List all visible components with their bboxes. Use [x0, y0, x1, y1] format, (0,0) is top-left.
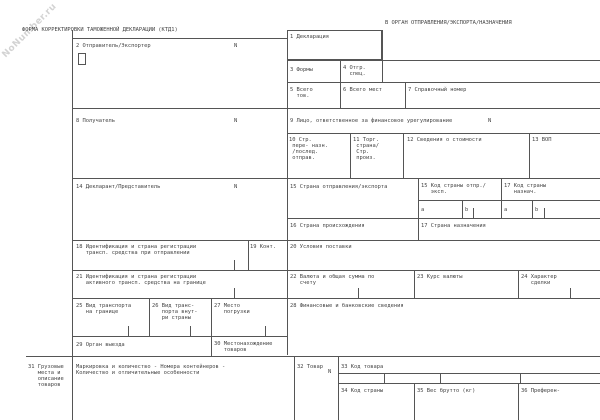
field-30-label: 30 Местонахождение товаров [214, 341, 273, 353]
line-31 [26, 356, 600, 357]
line-14 [72, 178, 600, 179]
field-35-label: 35 Вес брутто (кг) [417, 388, 476, 394]
line-25 [72, 298, 600, 299]
line-17av [501, 178, 502, 218]
field-15a-a: a [421, 207, 425, 213]
field-10-label: 10 Стр. пере- назн. /послед. отправ. [289, 137, 328, 161]
field-5-label: 5 Всего тов. [290, 87, 313, 99]
field-32-number: N [328, 369, 332, 375]
line-8 [72, 108, 600, 109]
line-26-tick [190, 326, 191, 336]
line-35v [414, 383, 415, 420]
field-17a-label: 17 Код страны назнач. [504, 183, 547, 195]
line-15a-b [473, 208, 474, 218]
recipient-org: В ОРГАН ОТПРАВЛЕНИЯ/ЭКСПОРТА/НАЗНАЧЕНИЯ [385, 20, 512, 26]
field-25-label: 25 Вид транспорта на границе [76, 303, 132, 315]
line-33-sub [338, 373, 600, 374]
field-28-label: 28 Финансовые и банковские сведения [290, 303, 404, 309]
line-18 [72, 240, 600, 241]
field-9-number: N [488, 118, 492, 124]
line-33-tick1 [384, 373, 385, 383]
field-9-label: 9 Лицо, ответственное за финансовое урегулирование [290, 118, 453, 124]
field-21-label: 21 Идентификация и страна регистрации активного трансп. средства на границе [76, 274, 206, 286]
field-29-label: 29 Орган выезда [76, 342, 125, 348]
line-31v [72, 356, 73, 420]
line-4v [382, 30, 383, 82]
line-15a-mid [462, 200, 463, 218]
field-2-checkbox[interactable] [78, 53, 86, 65]
field-32-label: 32 Товар [297, 364, 323, 370]
field-12-label: 12 Сведения о стоимости [407, 137, 482, 143]
field-2-label: 2 Отправитель/Экспортер [76, 43, 151, 49]
field-4-label: 4 Отгр. спец. [343, 65, 366, 77]
line-34 [338, 383, 600, 384]
field-7-label: 7 Справочный номер [408, 87, 467, 93]
line-3 [287, 60, 600, 61]
line-5 [287, 82, 600, 83]
line-25-tick [128, 326, 129, 336]
field-15-label: 15 Страна отправления/экспорта [290, 184, 388, 190]
field-14-label: 14 Декларант/Представитель [76, 184, 161, 190]
field-15a-b: b [465, 207, 469, 213]
field-8-label: 8 Получатель [76, 118, 115, 124]
field-20-label: 20 Условия поставки [290, 244, 352, 250]
field-17a-b: b [535, 207, 539, 213]
line-27v [211, 298, 212, 336]
field-36-label: 36 Преферен- [521, 388, 560, 394]
line-24-tick [570, 288, 571, 298]
divider-main [287, 30, 288, 355]
field-3-label: 3 Формы [290, 67, 313, 73]
field-18-label: 18 Идентификация и страна регистрации трансп. средства при отправлении [76, 244, 197, 256]
line-7v [405, 82, 406, 108]
line-21-tick [234, 288, 235, 298]
field-31-text: Маркировка и количество - Номера контейнеров - Количество и отличительные особенности [76, 364, 226, 376]
field-34-label: 34 Код страны [341, 388, 384, 394]
line-16 [287, 218, 600, 219]
field-14-number: N [234, 184, 238, 190]
field-19-label: 19 Конт. [250, 244, 276, 250]
line-15av [418, 178, 419, 240]
line-27-tick [265, 326, 266, 336]
line-19v [248, 240, 249, 270]
line-30v [211, 336, 212, 356]
line-10v [350, 133, 351, 178]
line-21 [72, 270, 600, 271]
field-17a-a: a [504, 207, 508, 213]
field-27-label: 27 Место погрузки [214, 303, 250, 315]
line-26v [149, 298, 150, 336]
line-22-tick [358, 288, 359, 298]
line-13v [529, 133, 530, 178]
line-17a-mid [532, 200, 533, 218]
field-13-label: 13 ВОП [532, 137, 552, 143]
line-33-tick2 [440, 373, 441, 383]
field-22-label: 22 Валюта и общая сумма по счету [290, 274, 375, 286]
field-31-label: 31 Грузовые места и описание товаров [28, 364, 64, 388]
field-2-number: N [234, 43, 238, 49]
line-11v [403, 133, 404, 178]
field-11-label: 11 Торг. страна/ Стр. произ. [353, 137, 379, 161]
field-26-label: 26 Вид транс- порта внут- ри страны [152, 303, 198, 321]
line-23v [414, 270, 415, 298]
field-16-label: 16 Страна происхождения [290, 223, 365, 229]
line-24v [518, 270, 519, 298]
field-24-label: 24 Характер сделки [521, 274, 557, 286]
watermark: NoNumber.ru [0, 1, 59, 61]
field-8-number: N [234, 118, 238, 124]
line-15a-sub [418, 200, 600, 201]
field-15a-label: 15 Код страны отпр./ эксп. [421, 183, 486, 195]
field-23-label: 23 Курс валюты [417, 274, 463, 280]
line-29 [72, 336, 287, 337]
field-1-label: 1 Декларация [290, 34, 329, 40]
field-33-label: 33 Код товара [341, 364, 384, 370]
line-18-tick [234, 260, 235, 270]
line-17a-b [544, 208, 545, 218]
field-6-label: 6 Всего мест [343, 87, 382, 93]
line-top-2 [72, 38, 287, 39]
line-3v [340, 60, 341, 108]
line-33-tick3 [520, 373, 521, 383]
line-32v [294, 356, 295, 420]
line-33v [338, 356, 339, 420]
line-36v [518, 383, 519, 420]
form-title: ФОРМА КОРРЕКТИРОВКИ ТАМОЖЕННОЙ ДЕКЛАРАЦИИ (КТД1) [22, 27, 178, 33]
field-17-label: 17 Страна назначения [421, 223, 486, 229]
line-10 [287, 133, 600, 134]
